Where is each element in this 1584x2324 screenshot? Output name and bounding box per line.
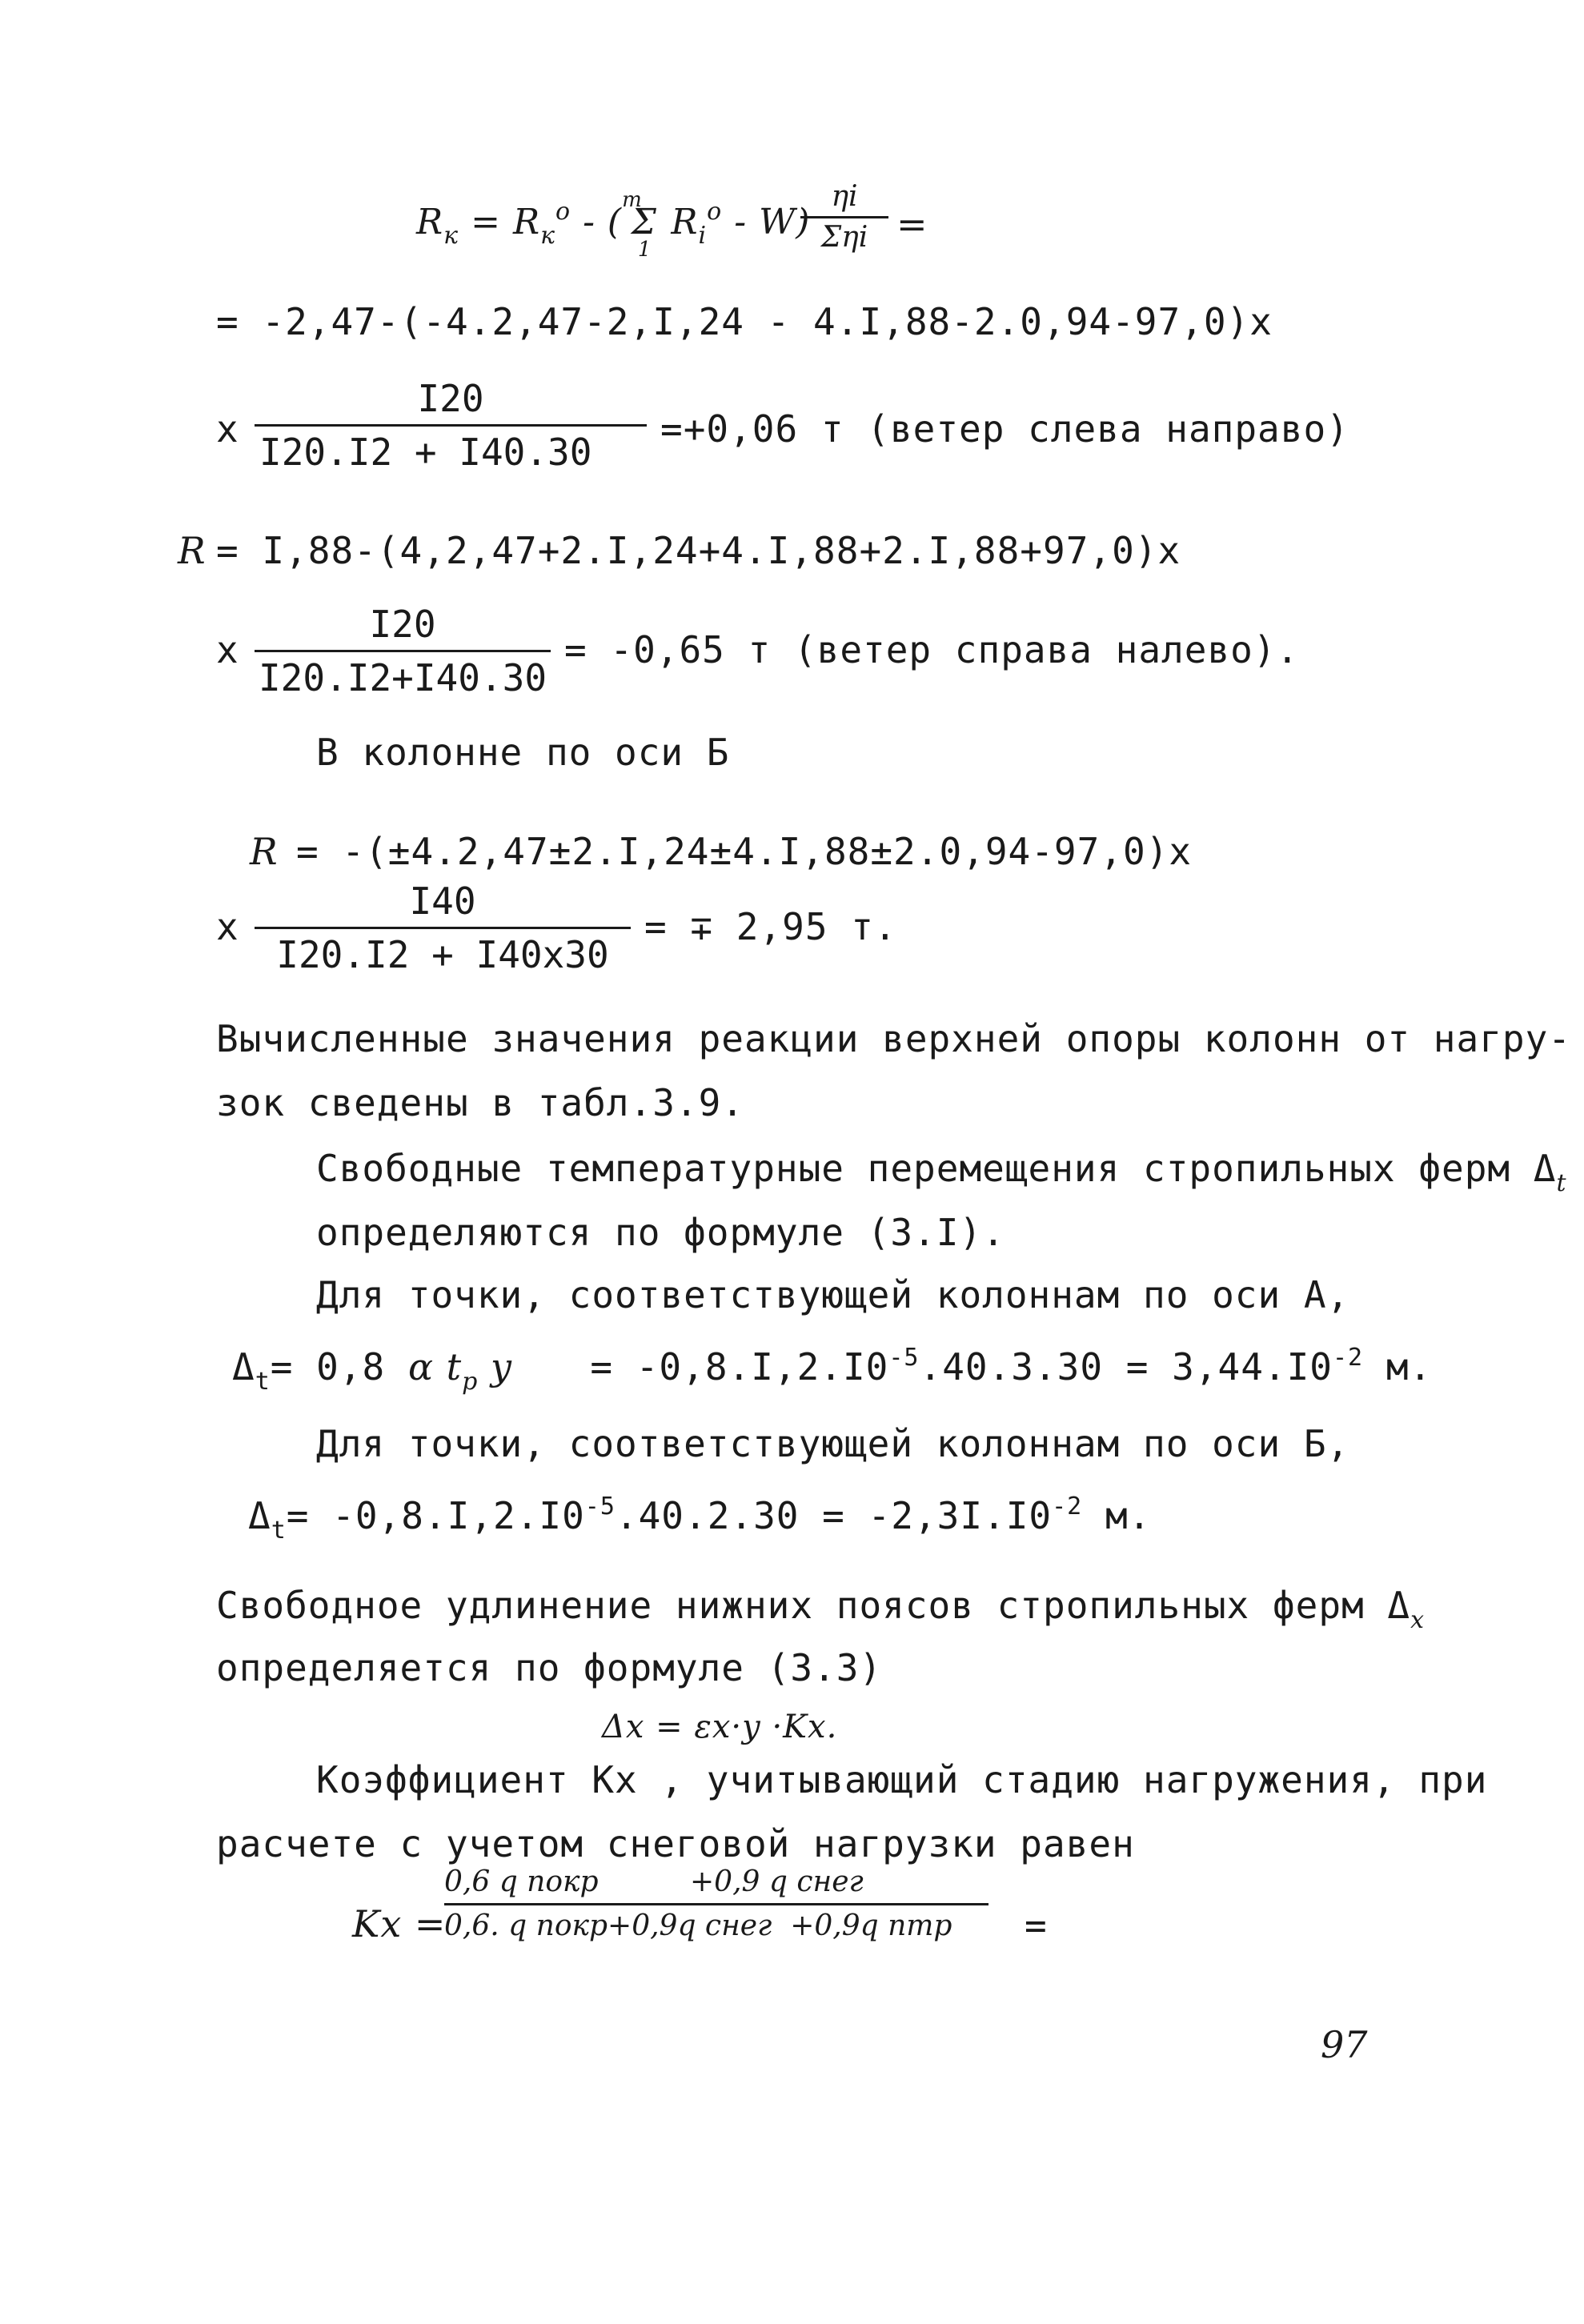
rk-frac-den: Σηi [820, 221, 868, 254]
paragraph-5-line-2: определяется по формуле (3.3) [216, 1646, 883, 1689]
page-number: 97 [1321, 2023, 1368, 2066]
delta-b-exp1: -5 [584, 1493, 616, 1521]
fraction-1 [255, 376, 647, 475]
frac3-bar [255, 927, 631, 929]
frac2-num: I20 [369, 603, 436, 646]
heading-column-b: В колонне по оси Б [316, 731, 730, 774]
paragraph-4: Для точки, соответствующей колоннам по оси Б, [316, 1422, 1350, 1465]
rk-rk0: R [512, 202, 541, 242]
paragraph-2-line-2: определяются по формуле (3.I). [316, 1211, 1005, 1254]
calc-line-1: = -2,47-(-4.2,47-2,I,24 - 4.I,88-2.0,94-97,0)x [216, 300, 1273, 343]
rk-tail: = [896, 202, 928, 246]
rk-ri-sub: i [698, 222, 708, 250]
fraction-2 [255, 602, 551, 700]
frac1-tail: =+0,06 т (ветер слева направо) [660, 407, 1349, 451]
rk-open: - ( [583, 202, 623, 242]
rk-fraction [800, 181, 888, 254]
formula-delta-x: Δx = εx·y ·Kx. [602, 1709, 838, 1745]
delta-b-lhs: Δ [248, 1494, 271, 1537]
delta-b-unit: м. [1082, 1494, 1152, 1537]
delta-b-rhs2: .40.2.30 = -2,3I.I0 [615, 1494, 1053, 1537]
delta-a-formula [232, 1344, 1433, 1396]
kx-lhs: Kx = [352, 1902, 447, 1945]
rk-sum-bottom: 1 [637, 238, 652, 262]
frac3-prefix: x [216, 905, 239, 948]
para5-sub: x [1410, 1606, 1426, 1634]
paragraph-2-line-1 [316, 1146, 1567, 1197]
para5-text: Свободное удлинение нижних поясов стропильных ферм Δ [216, 1584, 1411, 1627]
r3-label: R [250, 830, 279, 873]
rk-ri-sup: o [707, 198, 723, 226]
frac3-den: I20.I2 + I40x30 [276, 933, 609, 976]
delta-a-hand: α t [407, 1345, 463, 1388]
rk-ri: R [671, 202, 699, 242]
para2-text: Свободные температурные перемещения стропильных ферм Δ [316, 1147, 1557, 1190]
delta-a-mid: = 0,8 [270, 1345, 408, 1388]
r2-label: R [178, 529, 207, 572]
rk-frac-num: ηi [831, 180, 858, 213]
rk-lhs: R [416, 202, 444, 242]
delta-a-hand-sub: р [462, 1368, 479, 1396]
delta-a-sub: t [255, 1368, 271, 1396]
frac3-num: I40 [409, 880, 476, 923]
delta-b-rhs1: = -0,8.I,2.I0 [286, 1494, 585, 1537]
formula-rk [416, 188, 811, 262]
rk-minus-w: - W) [734, 202, 811, 242]
fraction-3 [255, 879, 631, 977]
frac1-bar [255, 424, 647, 427]
calc-line-3: = -(±4.2,47±2.I,24±4.I,88±2.0,94-97,0)x [296, 830, 1193, 873]
kx-tail: = [1025, 1904, 1048, 1947]
frac1-den: I20.I2 + I40.30 [259, 431, 592, 474]
frac1-prefix: x [216, 407, 239, 451]
paragraph-1-line-1: Вычисленные значения реакции верхней опоры колонн от нагру- [216, 1017, 1571, 1060]
rk-sum-top: m [622, 188, 643, 212]
paragraph-5-line-1 [216, 1583, 1426, 1634]
frac2-den: I20.I2+I40.30 [258, 656, 547, 699]
paragraph-3: Для точки, соответствующей колоннам по оси А, [316, 1273, 1350, 1316]
paragraph-1-line-2: зок сведены в табл.3.9. [216, 1081, 744, 1124]
delta-a-rhs1: = -0,8.I,2.I0 [590, 1345, 889, 1388]
delta-a-unit: м. [1363, 1345, 1433, 1388]
delta-a-lhs: Δ [232, 1345, 255, 1388]
delta-b-sub: t [271, 1517, 287, 1545]
frac3-tail: = ∓ 2,95 т. [644, 905, 897, 948]
frac2-tail: = -0,65 т (ветер справа налево). [564, 628, 1300, 671]
rk-eq: = [471, 202, 501, 242]
rk-sub: к [443, 222, 459, 250]
frac2-prefix: x [216, 628, 239, 671]
delta-a-y: y [478, 1345, 512, 1388]
kx-fraction [444, 1865, 988, 1944]
para2-sub: t [1556, 1169, 1567, 1197]
rk0-sub: к [540, 222, 555, 250]
kx-bar [444, 1903, 988, 1905]
paragraph-6-line-1: Коэффициент Kx , учитывающий стадию нагружения, при [316, 1758, 1488, 1801]
rk-sum: Σ [631, 202, 657, 242]
frac1-num: I20 [417, 377, 484, 420]
delta-a-rhs2: .40.3.30 = 3,44.I0 [919, 1345, 1333, 1388]
delta-b-exp2: -2 [1052, 1493, 1083, 1521]
rk-frac-bar [800, 216, 888, 218]
kx-num: 0,6 q покр +0,9 q снег [444, 1865, 864, 1898]
delta-b-formula [248, 1493, 1152, 1545]
rk0-sup: o [555, 198, 571, 226]
delta-a-exp1: -5 [888, 1344, 920, 1372]
paragraph-6-line-2: расчете с учетом снеговой нагрузки равен [216, 1822, 1135, 1865]
delta-a-exp2: -2 [1333, 1344, 1364, 1372]
frac2-bar [255, 650, 551, 652]
kx-den: 0,6. q покр+0,9q снег +0,9q птр [444, 1909, 952, 1942]
calc-line-2: = I,88-(4,2,47+2.I,24+4.I,88+2.I,88+97,0)x [216, 529, 1181, 572]
